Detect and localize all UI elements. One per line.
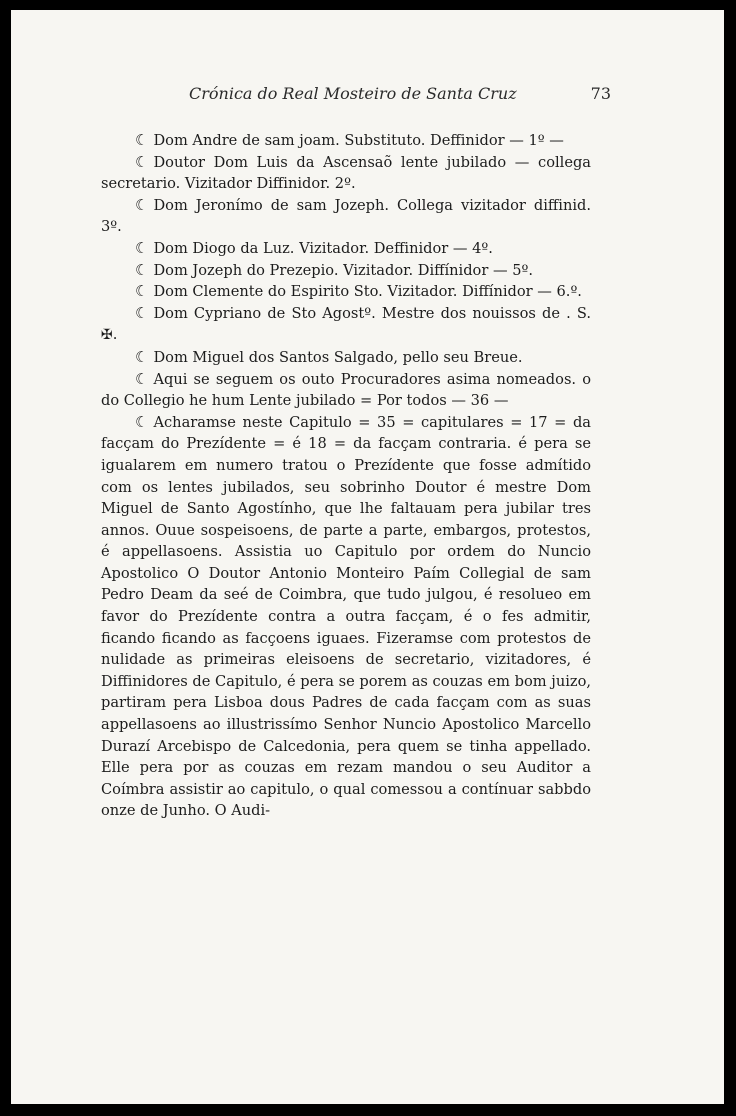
paragraph-mark-icon: ☾ (135, 282, 148, 301)
paragraph-text: Dom Diogo da Luz. Vizitador. Deffinidor — 4º. (153, 239, 493, 257)
document-page (11, 10, 724, 1104)
paragraph-mark-icon: ☾ (135, 260, 148, 279)
paragraph (101, 130, 591, 152)
paragraph-text: Dom Cypriano de Sto Agostº. Mestre dos nouissos de . S. (153, 304, 591, 322)
paragraph-mark-icon: ☾ (135, 412, 148, 431)
paragraph (101, 152, 591, 195)
paragraph (101, 260, 591, 282)
paragraph (101, 347, 591, 369)
paragraph (101, 369, 591, 412)
paragraph-text: Dom Clemente do Espirito Sto. Vizitador. Diffínidor — 6.º. (153, 283, 582, 301)
paragraph (101, 412, 591, 822)
running-title: Crónica do Real Mosteiro de Santa Cruz (189, 84, 517, 103)
paragraph-mark-icon: ☾ (135, 303, 148, 322)
page-number: 73 (590, 84, 611, 103)
paragraph-mark-icon: ☾ (135, 152, 148, 171)
paragraph: ☾ Dom Cypriano de Sto Agostº. Mestre dos nouissos de . S. ✠. (101, 303, 591, 344)
paragraph-text: Dom Jozeph do Prezepio. Vizitador. Diffínidor — 5º. (153, 261, 533, 279)
paragraph-mark-icon: ☾ (135, 369, 148, 388)
paragraph-text: Dom Andre de sam joam. Substituto. Deffinidor — 1º — (153, 132, 564, 149)
paragraph (101, 281, 591, 303)
page-header (101, 80, 611, 106)
paragraph-mark-icon: ☾ (135, 195, 148, 214)
body-text (101, 130, 591, 822)
paragraph-text: Doutor Dom Luis da Ascensaõ lente jubilado — collega secretario. Vizitador Diffinidor. 2º. (101, 153, 591, 193)
paragraph-mark-icon: ☾ (135, 347, 148, 366)
paragraph-text: Aqui se seguem os outo Procuradores asima nomeados. o do Collegio he hum Lente jubilado = Por todos — 36 — (101, 370, 591, 410)
paragraph (101, 195, 591, 238)
cross-icon: ✠ (101, 327, 113, 344)
paragraph-text: Dom Jeronímo de sam Jozeph. Collega vizitador diffinid. 3º. (101, 196, 591, 236)
paragraph-text: Acharamse neste Capitulo = 35 = capitulares = 17 = da facçam do Prezídente = é 18 = da facçam contraria. é pera se igualarem em numero tratou o Prezídente que fosse admítido com os lentes jubilados, seu sobrinho Doutor é mestre Dom Miguel de Santo Agostínho, que lhe faltauam pera jubilar tres annos. Ouue sospeisoens, de parte a parte, embargos, protestos, é appellasoens. Assistia uo Capitulo por ordem do Nuncio Apostolico O Doutor Antonio Monteiro Paím Collegial de sam Pedro Deam da seé de Coimbra, que tudo julgou, é resolueo em favor do Prezídente contra a outra facçam, é o fes admitir, ficando ficando as facçoens iguaes. Fizeramse com protestos de nulidade as primeiras eleisoens de secretario, vizitadores, é Diffinidores de Capitulo, é pera se porem as couzas em bom juizo, partiram pera Lisboa dous Padres de cada facçam com as suas appellasoens ao illustrissímo Senhor Nuncio Apostolico Marcello Durazí Arcebispo de Calcedonia, pera quem se tinha appellado. Elle pera por as couzas em rezam mandou o seu Auditor a Coímbra assistir ao capitulo, o qual comessou a contínuar sabbdo onze de Junho. O Audi- (101, 413, 591, 820)
paragraph-text: Dom Miguel dos Santos Salgado, pello seu Breue. (153, 348, 523, 366)
paragraph-mark-icon: ☾ (135, 131, 148, 149)
paragraph (101, 238, 591, 260)
paragraph-mark-icon: ☾ (135, 238, 148, 257)
